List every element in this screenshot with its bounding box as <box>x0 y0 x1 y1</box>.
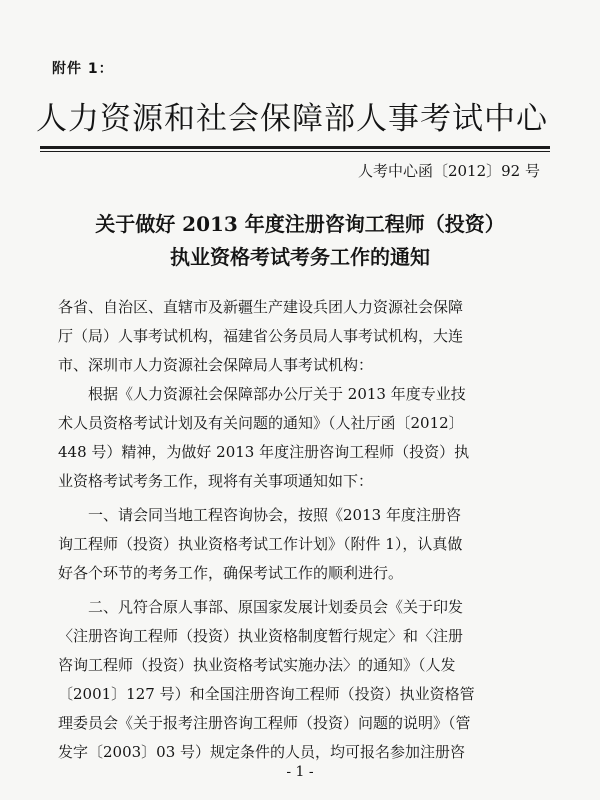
body-line: 业资格考试考务工作，现将有关事项通知如下： <box>58 472 374 490</box>
organization-title: 人力资源和社会保障部人事考试中心 <box>36 101 548 137</box>
header-rule-thick <box>40 146 550 149</box>
body-line: 二、凡符合原人事部、原国家发展计划委员会《关于印发 <box>88 598 464 616</box>
body-line: 理委员会《关于报考注册咨询工程师（投资）问题的说明》（管 <box>58 714 471 732</box>
body-line: 厅（局）人事考试机构，福建省公务员局人事考试机构，大连 <box>58 327 464 345</box>
body-line: 各省、自治区、直辖市及新疆生产建设兵团人力资源社会保障 <box>58 298 464 316</box>
body-line: 发字〔2003〕03 号）规定条件的人员，均可报名参加注册咨 <box>58 743 466 761</box>
body-line: 448 号）精神，为做好 2013 年度注册咨询工程师（投资）执 <box>58 443 470 461</box>
body-line: 询工程师（投资）执业资格考试工作计划》（附件 1），认真做 <box>58 535 463 553</box>
notice-body <box>58 293 534 767</box>
body-line: 〔2001〕127 号）和全国注册咨询工程师（投资）执业资格管 <box>58 685 475 703</box>
body-line: 咨询工程师（投资）执业资格考试实施办法〉的通知》（人发 <box>58 656 456 674</box>
notice-title-line-1: 关于做好 2013 年度注册咨询工程师（投资） <box>95 212 505 236</box>
body-line: 〈注册咨询工程师（投资）执业资格制度暂行规定〉和〈注册 <box>58 627 464 645</box>
body-line: 一、请会同当地工程咨询协会，按照《2013 年度注册咨 <box>88 506 461 524</box>
attachment-label: 附件 1： <box>52 61 114 77</box>
body-line: 好各个环节的考务工作，确保考试工作的顺利进行。 <box>58 564 404 582</box>
body-line: 市、深圳市人力资源社会保障局人事考试机构： <box>58 356 374 374</box>
body-line: 术人员资格考试计划及有关问题的通知》（人社厅函〔2012〕 <box>58 414 464 432</box>
notice-title-line-2: 执业资格考试考务工作的通知 <box>170 245 430 269</box>
document-number: 人考中心函〔2012〕92 号 <box>357 162 540 180</box>
header-rule-thin <box>40 151 550 152</box>
page-number: - 1 - <box>286 764 314 780</box>
body-line: 根据《人力资源社会保障部办公厅关于 2013 年度专业技 <box>88 385 466 403</box>
